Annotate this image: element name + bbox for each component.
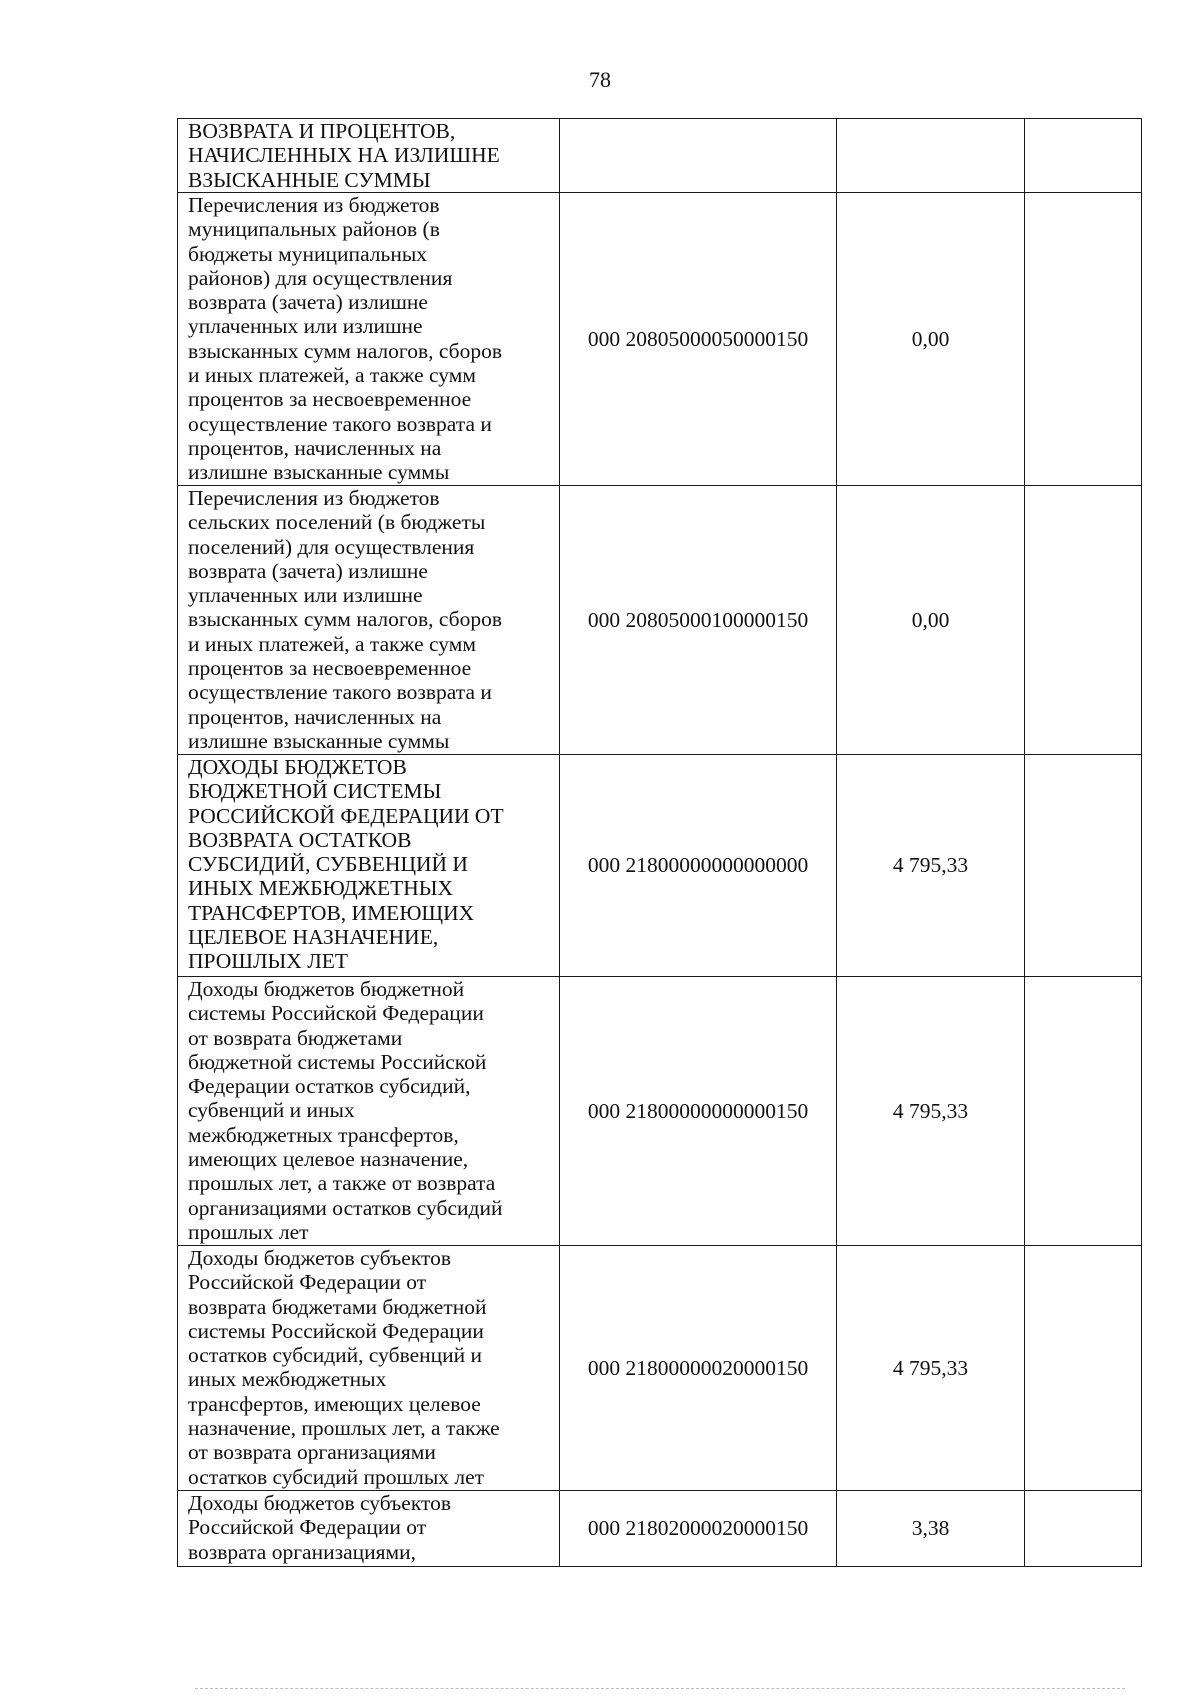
row-amount: 0,00 bbox=[837, 486, 1025, 755]
row-code: 000 21800000000000000 bbox=[560, 755, 837, 977]
row-description-cell bbox=[178, 755, 560, 977]
table-row bbox=[178, 755, 1142, 977]
row-extra-cell bbox=[1025, 119, 1142, 193]
table-row bbox=[178, 193, 1142, 486]
row-amount: 4 795,33 bbox=[837, 977, 1025, 1246]
row-amount: 3,38 bbox=[837, 1491, 1025, 1567]
row-extra-cell bbox=[1025, 193, 1142, 486]
table-row bbox=[178, 486, 1142, 755]
table-row bbox=[178, 1246, 1142, 1491]
scan-bottom-rule bbox=[195, 1688, 1125, 1689]
row-description: Перечисления из бюджетов сельских поселений (в бюджеты поселений) для осуществления возврата (зачета) излишне уплаченных или излишне взысканных сумм налогов, сборов и иных платежей, а также сумм процентов за несвоевременное осуществление такого возврата и процентов, начисленных на излишне взысканные суммы bbox=[188, 486, 502, 753]
row-description-cell bbox=[178, 119, 560, 193]
row-code: 000 20805000100000150 bbox=[560, 486, 837, 755]
row-description-cell bbox=[178, 1246, 560, 1491]
table-row bbox=[178, 1491, 1142, 1567]
row-amount: 4 795,33 bbox=[837, 1246, 1025, 1491]
row-description-cell bbox=[178, 193, 560, 486]
row-description: Доходы бюджетов субъектов Российской Федерации от возврата бюджетами бюджетной системы Российской Федерации остатков субсидий, субвенций и иных межбюджетных трансфертов, имеющих целевое назначение, прошлых лет, а также от возврата организациями остатков субсидий прошлых лет bbox=[188, 1246, 500, 1489]
row-description: Перечисления из бюджетов муниципальных районов (в бюджеты муниципальных районов) для осуществления возврата (зачета) излишне уплаченных или излишне взысканных сумм налогов, сборов и иных платежей, а также сумм процентов за несвоевременное осуществление такого возврата и процентов, начисленных на излишне взысканные суммы bbox=[188, 193, 502, 485]
table-row bbox=[178, 977, 1142, 1246]
row-amount: 0,00 bbox=[837, 193, 1025, 486]
budget-revenue-table bbox=[177, 118, 1142, 1567]
row-amount: 4 795,33 bbox=[837, 755, 1025, 977]
row-code: 000 20805000050000150 bbox=[560, 193, 837, 486]
row-extra-cell bbox=[1025, 755, 1142, 977]
row-description-cell bbox=[178, 486, 560, 755]
row-description: ВОЗВРАТА И ПРОЦЕНТОВ, НАЧИСЛЕННЫХ НА ИЗЛИШНЕ ВЗЫСКАННЫЕ СУММЫ bbox=[188, 119, 500, 192]
row-code: 000 21800000020000150 bbox=[560, 1246, 837, 1491]
row-description: Доходы бюджетов субъектов Российской Федерации от возврата организациями, bbox=[188, 1491, 452, 1564]
table-row bbox=[178, 119, 1142, 193]
row-code bbox=[560, 119, 837, 193]
row-code: 000 21802000020000150 bbox=[560, 1491, 837, 1567]
row-description-cell bbox=[178, 1491, 560, 1567]
row-extra-cell bbox=[1025, 977, 1142, 1246]
row-extra-cell bbox=[1025, 1246, 1142, 1491]
row-extra-cell bbox=[1025, 1491, 1142, 1567]
row-extra-cell bbox=[1025, 486, 1142, 755]
row-description: Доходы бюджетов бюджетной системы Российской Федерации от возврата бюджетами бюджетной системы Российской Федерации остатков субсидий, субвенций и иных межбюджетных трансфертов, имеющих целевое назначение, прошлых лет, а также от возврата организациями остатков субсидий прошлых лет bbox=[188, 977, 503, 1244]
row-description: ДОХОДЫ БЮДЖЕТОВ БЮДЖЕТНОЙ СИСТЕМЫ РОССИЙСКОЙ ФЕДЕРАЦИИ ОТ ВОЗВРАТА ОСТАТКОВ СУБСИДИЙ, СУБВЕНЦИЙ И ИНЫХ МЕЖБЮДЖЕТНЫХ ТРАНСФЕРТОВ, ИМЕЮЩИХ ЦЕЛЕВОЕ НАЗНАЧЕНИЕ, ПРОШЛЫХ ЛЕТ bbox=[188, 755, 504, 974]
row-description-cell bbox=[178, 977, 560, 1246]
row-code: 000 21800000000000150 bbox=[560, 977, 837, 1246]
page-number: 78 bbox=[589, 67, 611, 92]
row-amount bbox=[837, 119, 1025, 193]
